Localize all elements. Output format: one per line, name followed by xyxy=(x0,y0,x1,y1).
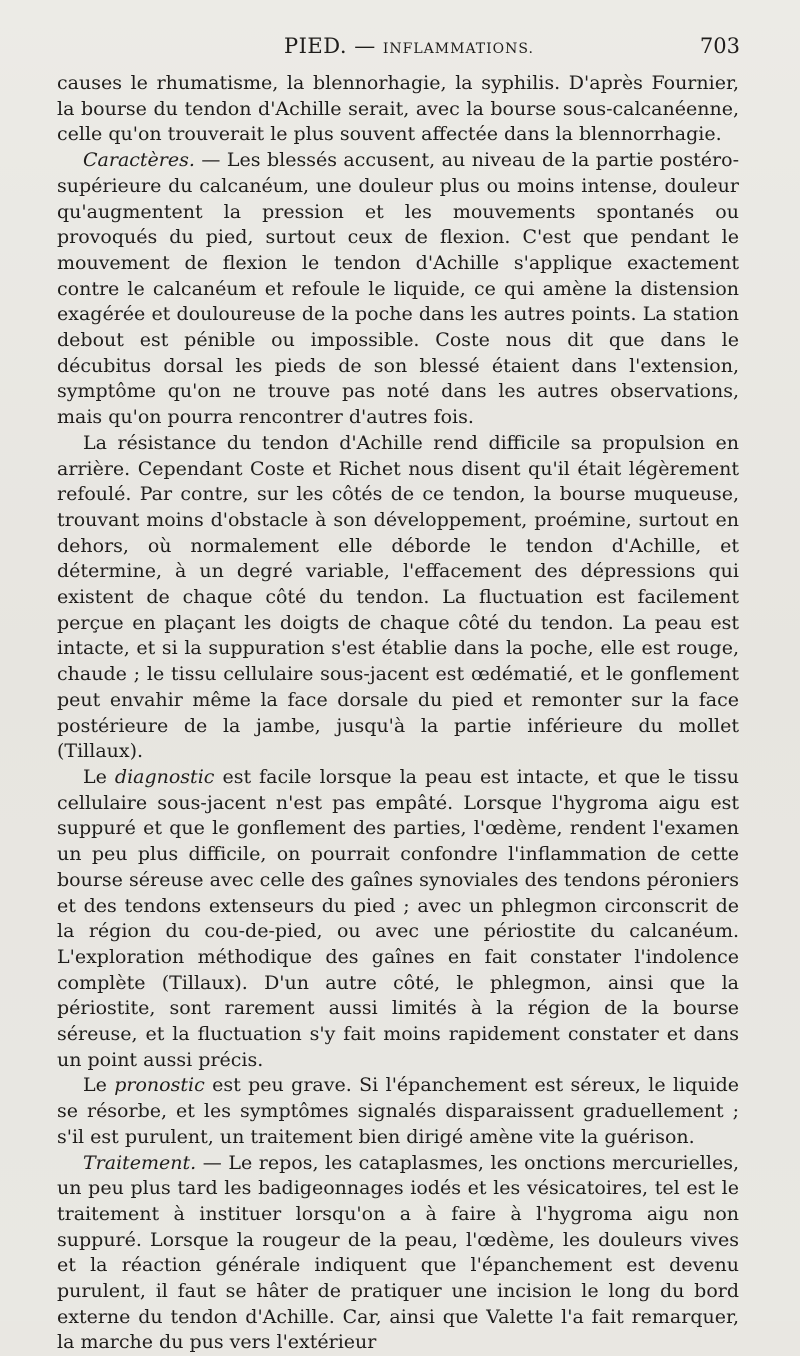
paragraph-traitement: Traitement. — Le repos, les cataplasmes, les onctions mercurielles, un peu plus tard les badigeonnages iodés et les vésicatoires, tel est le traitement à instituer lorsqu'on a à faire à l'hygroma aigu non suppuré. Lorsque la rougeur de la peau, l'œdème, les douleurs vives et la réaction générale indiquent que l'épanchement est devenu purulent, il faut se hâter de pratiquer une incision le long du bord externe du tendon d'Achille. Car, ainsi que Valette l'a fait remarquer, la marche du pus vers l'extérieur xyxy=(57,1151,739,1354)
paragraph-diagnostic: Le diagnostic est facile lorsque la peau est intacte, et que le tissu cellulaire sous-jacent n'est pas empâté. Lorsque l'hygroma aigu est suppuré et que le gonflement des parties, l'œdème, rendent l'examen un peu plus difficile, on pourrait confondre l'inflammation de cette bourse séreuse avec celle des gaînes synoviales des tendons péroniers et des tendons extenseurs du pied ; avec un phlegmon circonscrit de la région du cou-de-pied, ou avec une périostite du calcanéum. L'exploration méthodique des gaînes en fait constater l'indolence complète (Tillaux). D'un autre côté, le phlegmon, ainsi que la périostite, sont rarement aussi limités à la région de la bourse séreuse, et la fluctuation s'y fait moins rapidement constater et dans un point aussi précis. xyxy=(57,765,739,1071)
page-number: 703 xyxy=(699,34,740,58)
section-heading-pronostic: pronostic xyxy=(114,1074,205,1097)
running-head-section: PIED. — xyxy=(284,34,376,58)
paragraph-pronostic: Le pronostic est peu grave. Si l'épanchement est séreux, le liquide se résorbe, et les symptômes signalés disparaissent graduellement ; s'il est purulent, un traitement bien dirigé amène vite la guérison. xyxy=(57,1074,739,1148)
paragraph-caracteres: Caractères. — Les blessés accusent, au niveau de la partie postéro-supérieure du calcanéum, une douleur plus ou moins intense, douleur qu'augmentent la pression et les mouvements spontanés ou provoqués du pied, surtout ceux de flexion. C'est que pendant le mouvement de flexion le tendon d'Achille s'applique exactement contre le calcanéum et refoule le liquide, ce qui amène la distension exagérée et douloureuse de la poche dans les autres points. La station debout est pénible ou impossible. Coste nous dit que dans le décubitus dorsal les pieds de son blessé étaient dans l'extension, symptôme qu'on ne trouve pas noté dans les autres observations, mais qu'on pourra rencontrer d'autres fois. xyxy=(57,149,739,429)
running-head xyxy=(284,34,534,58)
section-heading-traitement: Traitement. xyxy=(83,1151,197,1174)
page-header xyxy=(56,34,740,62)
paragraph-causes: causes le rhumatisme, la blennorhagie, la syphilis. D'après Fournier, la bourse du tendon d'Achille serait, avec la bourse sous-calcanéenne, celle qu'on trouverait le plus souvent affectée dans la blennorrhagie. xyxy=(57,72,739,146)
body-text xyxy=(57,71,739,1356)
paragraph-resistance: La résistance du tendon d'Achille rend difficile sa propulsion en arrière. Cependant Coste et Richet nous disent qu'il était légèrement refoulé. Par contre, sur les côtés de ce tendon, la bourse muqueuse, trouvant moins d'obstacle à son développement, proémine, surtout en dehors, où normalement elle déborde le tendon d'Achille, et détermine, à un degré variable, l'effacement des dépressions qui existent de chaque côté du tendon. La fluctuation est facilement perçue en plaçant les doigts de chaque côté du tendon. La peau est intacte, et si la suppuration s'est établie dans la poche, elle est rouge, chaude ; le tissu cellulaire sous-jacent est œdématié, et le gonflement peut envahir même la face dorsale du pied et remonter sur la face postérieure de la jambe, jusqu'à la partie inférieure du mollet (Tillaux). xyxy=(57,431,739,763)
section-heading-caracteres: Caractères. xyxy=(83,149,195,172)
running-head-chapter: INFLAMMATIONS. xyxy=(382,41,534,57)
section-heading-diagnostic: diagnostic xyxy=(114,765,215,788)
